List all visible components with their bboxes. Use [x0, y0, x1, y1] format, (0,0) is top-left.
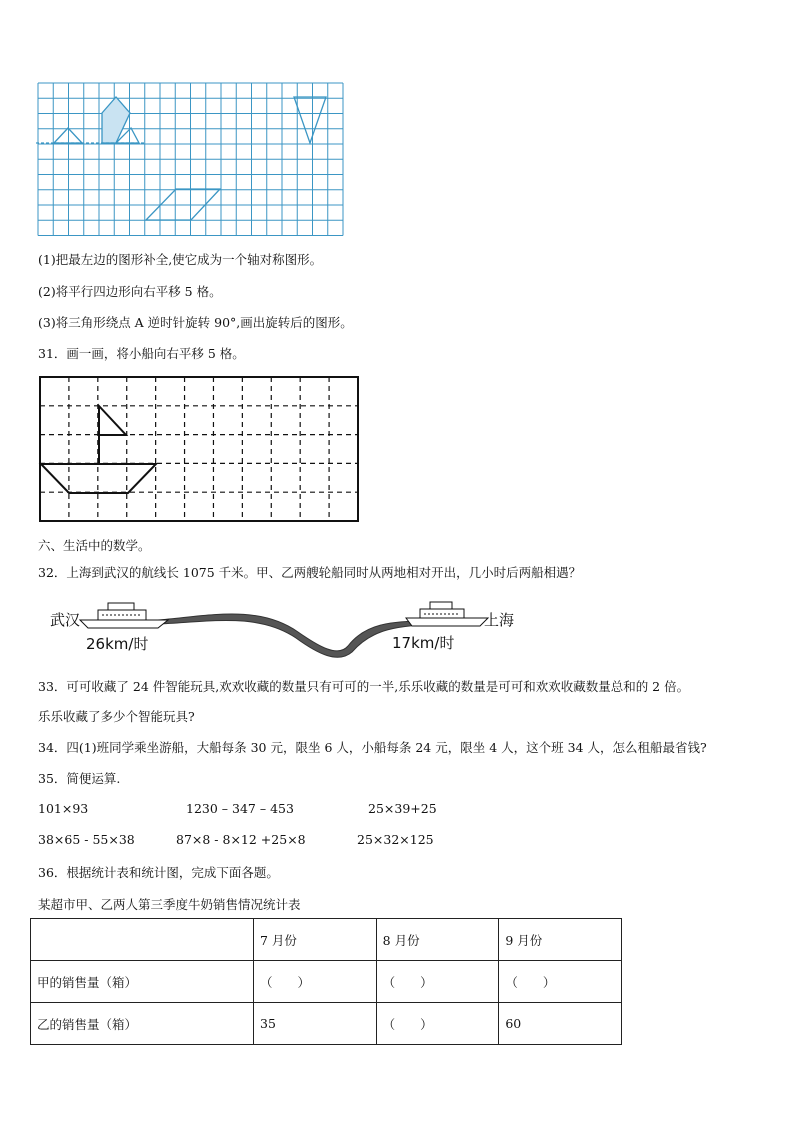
- q31-text: 31．画一画，将小船向右平移 5 格。: [38, 346, 245, 361]
- q36-table-caption: 某超市甲、乙两人第三季度牛奶销售情况统计表: [38, 897, 301, 912]
- table-header-row: [31, 919, 622, 961]
- ship-right-icon: [406, 602, 488, 626]
- boat-sail: [99, 406, 126, 435]
- table-cell: 8 月份: [376, 919, 499, 961]
- q36-text: 36．根据统计表和统计图，完成下面各题。: [38, 865, 279, 880]
- city-shanghai: 上海: [484, 611, 515, 629]
- q30-item-1: (1)把最左边的图形补全,使它成为一个轴对称图形。: [38, 252, 323, 267]
- table-cell: 7 月份: [254, 919, 377, 961]
- triangle-to-rotate: [294, 97, 326, 143]
- q33-line-1: 33．可可收藏了 24 件智能玩具,欢欢收藏的数量只有可可的一半,乐乐收藏的数量是可可和欢欢收藏数量总和的 2 倍。: [38, 679, 690, 694]
- expr-3: 25×39+25: [368, 801, 437, 816]
- table-cell: （ ）: [376, 1003, 499, 1045]
- q30-grid-figure: [36, 82, 346, 236]
- q31-dashed-grid: [40, 377, 358, 521]
- speed-right: 17km/时: [392, 634, 455, 652]
- expr-6: 25×32×125: [357, 832, 434, 847]
- q30-item-2: (2)将平行四边形向右平移 5 格。: [38, 284, 222, 299]
- q31-boat-grid: [38, 375, 362, 525]
- expr-2: 1230 – 347 – 453: [186, 801, 294, 816]
- expr-1: 101×93: [38, 801, 89, 816]
- table-cell: 35: [254, 1003, 377, 1045]
- expr-5: 87×8 - 8×12 +25×8: [176, 832, 306, 847]
- table-cell: （ ）: [499, 961, 622, 1003]
- table-row: [31, 961, 622, 1003]
- q35-text: 35．简便运算.: [38, 771, 121, 786]
- table-row: [31, 1003, 622, 1045]
- boat-hull: [41, 464, 156, 493]
- table-cell: 60: [499, 1003, 622, 1045]
- table-cell: （ ）: [254, 961, 377, 1003]
- q32-text: 32．上海到武汉的航线长 1075 千米。甲、乙两艘轮船同时从两地相对开出，几小时后两船相遇？: [38, 565, 582, 580]
- q34-text: 34．四(1)班同学乘坐游船，大船每条 30 元，限坐 6 人，小船每条 24 元，限坐 4 人，这个班 34 人，怎么租船最省钱?: [38, 740, 707, 755]
- table-cell: 甲的销售量（箱）: [31, 961, 254, 1003]
- q36-stats-table: [30, 918, 622, 1045]
- ship-left-icon: [80, 603, 168, 628]
- table-cell: [31, 919, 254, 961]
- q33-line-2: 乐乐收藏了多少个智能玩具?: [38, 709, 195, 724]
- q30-item-3: (3)将三角形绕点 A 逆时针旋转 90°,画出旋转后的图形。: [38, 315, 353, 330]
- table-cell: （ ）: [376, 961, 499, 1003]
- table-cell: 乙的销售量（箱）: [31, 1003, 254, 1045]
- q31-grid-border: [40, 377, 358, 521]
- speed-left: 26km/时: [86, 635, 149, 653]
- table-cell: 9 月份: [499, 919, 622, 961]
- city-wuhan: 武汉: [50, 611, 81, 629]
- expr-4: 38×65 - 55×38: [38, 832, 135, 847]
- partial-symmetric-pentagon: [102, 97, 130, 143]
- section6-title: 六、生活中的数学。: [38, 538, 151, 553]
